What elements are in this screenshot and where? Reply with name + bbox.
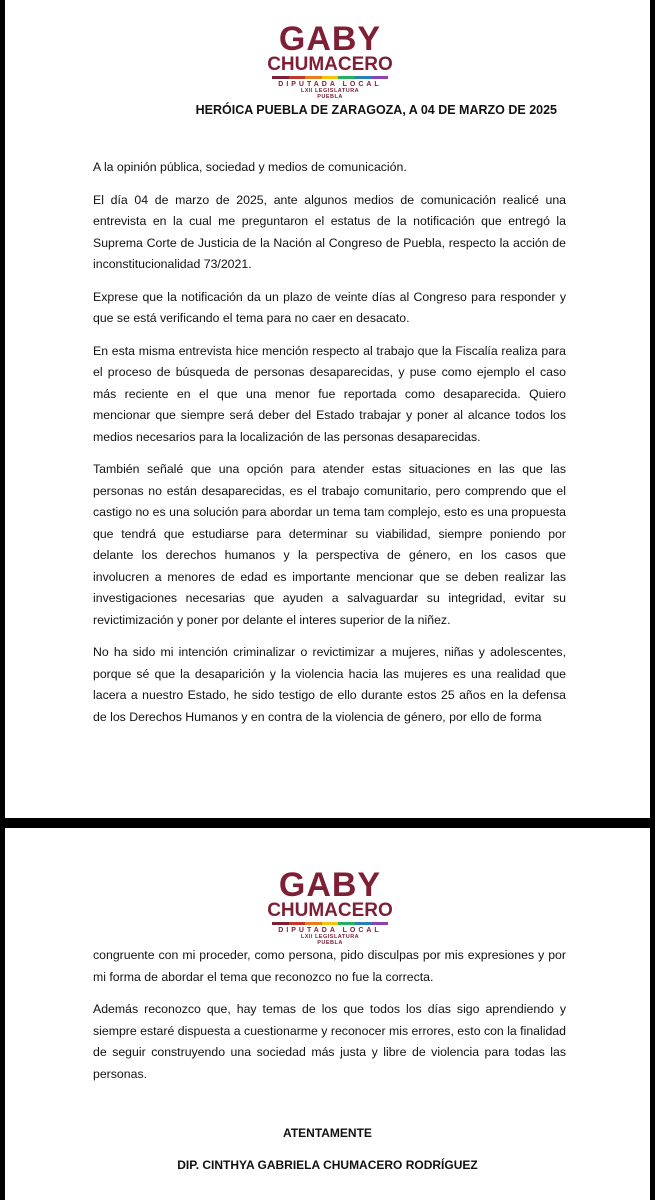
paragraph: En esta misma entrevista hice mención respecto al trabajo que la Fiscalía realiza para el proceso de búsqueda de personas desaparecidas, y puse como ejemplo el caso más reciente en el que una menor fue reportada como desaparecida. Quiero mencionar que siempre será deber del Estado trabajar y poner al alcance todos los medios necesarios para la localización de las personas desaparecidas.: [93, 343, 566, 444]
stripe-segment: [289, 922, 306, 925]
stripe-segment: [272, 76, 289, 79]
paragraph-addressee: A la opinión pública, sociedad y medios de comunicación.: [93, 160, 407, 174]
stripe-segment: [355, 922, 372, 925]
page1-body: [93, 157, 566, 739]
logo-subtitle: DIPUTADA LOCAL: [278, 927, 382, 934]
paragraph: congruente con mi proceder, como persona, pido disculpas por mis expresiones y por mi forma de abordar el tema que reconozco no fue la correcta.: [93, 948, 566, 984]
paragraph: Además reconozco que, hay temas de los que todos los días sigo aprendiendo y siempre estaré dispuesta a cuestionarme y reconocer mis errores, esto con la finalidad de seguir construyendo una sociedad más justa y libre de violencia para todas las personas.: [93, 1002, 566, 1081]
signature-name: DIP. CINTHYA GABRIELA CHUMACERO RODRÍGUEZ: [177, 1158, 478, 1172]
stripe-segment: [371, 76, 388, 79]
gaby-chumacero-logo: [265, 22, 395, 100]
logo-name-line1: GABY: [278, 20, 382, 58]
stripe-segment: [338, 76, 355, 79]
stripe-segment: [289, 76, 306, 79]
logo-color-stripe: [272, 922, 388, 925]
stripe-segment: [322, 76, 339, 79]
gaby-chumacero-logo: [265, 868, 395, 946]
logo-subtitle: DIPUTADA LOCAL: [278, 81, 382, 88]
document-page-2: [5, 828, 650, 1200]
logo-name-line1: GABY: [278, 866, 382, 904]
logo-city: PUEBLA: [317, 940, 343, 947]
logo-name-line2: CHUMACERO: [267, 54, 393, 75]
date-line: HERÓICA PUEBLA DE ZARAGOZA, A 04 DE MARZO DE 2025: [195, 103, 557, 117]
paragraph: El día 04 de marzo de 2025, ante algunos medios de comunicación realicé una entrevista en la cual me preguntaron el estatus de la notificación que entregó la Suprema Corte de Justicia de la Nación al Congreso de Puebla, respecto la acción de inconstitucionalidad 73/2021.: [93, 192, 566, 271]
paragraph: También señalé que una opción para atender estas situaciones en las que las personas no están desaparecidas, es el trabajo comunitario, pero comprendo que el castigo no es una solución para abordar un tema tam complejo, esto es una propuesta que tendrá que estudiarse para determinar su viabilidad, siempre poniendo por delante los derechos humanos y la perspectiva de género, en los casos que involucren a menores de edad es importante mencionar que se deben realizar las investigaciones necesarias que ayuden a salvaguardar su integridad, evitar su revictimización y poner por delante el interes superior de la niñez.: [93, 462, 566, 627]
stripe-segment: [272, 922, 289, 925]
logo-legislature: LXII LEGISLATURA: [300, 88, 360, 94]
logo-city: PUEBLA: [317, 94, 343, 101]
stripe-segment: [355, 76, 372, 79]
logo-color-stripe: [272, 76, 388, 79]
page2-body: [93, 945, 566, 1096]
closing-salutation: ATENTAMENTE: [283, 1126, 372, 1140]
stripe-segment: [305, 922, 322, 925]
logo-name-line2: CHUMACERO: [267, 900, 393, 921]
paragraph: No ha sido mi intención criminalizar o revictimizar a mujeres, niñas y adolescentes, porque sé que la desaparición y la violencia hacia las mujeres es una realidad que lacera a nuestro Estado, he sido testigo de ello durante estos 25 años en la defensa de los Derechos Humanos y en contra de la violencia de género, por ello de forma: [93, 645, 566, 724]
paragraph: Exprese que la notificación da un plazo de veinte días al Congreso para responder y que se está verificando el tema para no caer en desacato.: [93, 289, 566, 325]
document-page-1: [5, 0, 650, 818]
stripe-segment: [338, 922, 355, 925]
stripe-segment: [322, 922, 339, 925]
logo-legislature: LXII LEGISLATURA: [300, 934, 360, 940]
stripe-segment: [305, 76, 322, 79]
stripe-segment: [371, 922, 388, 925]
